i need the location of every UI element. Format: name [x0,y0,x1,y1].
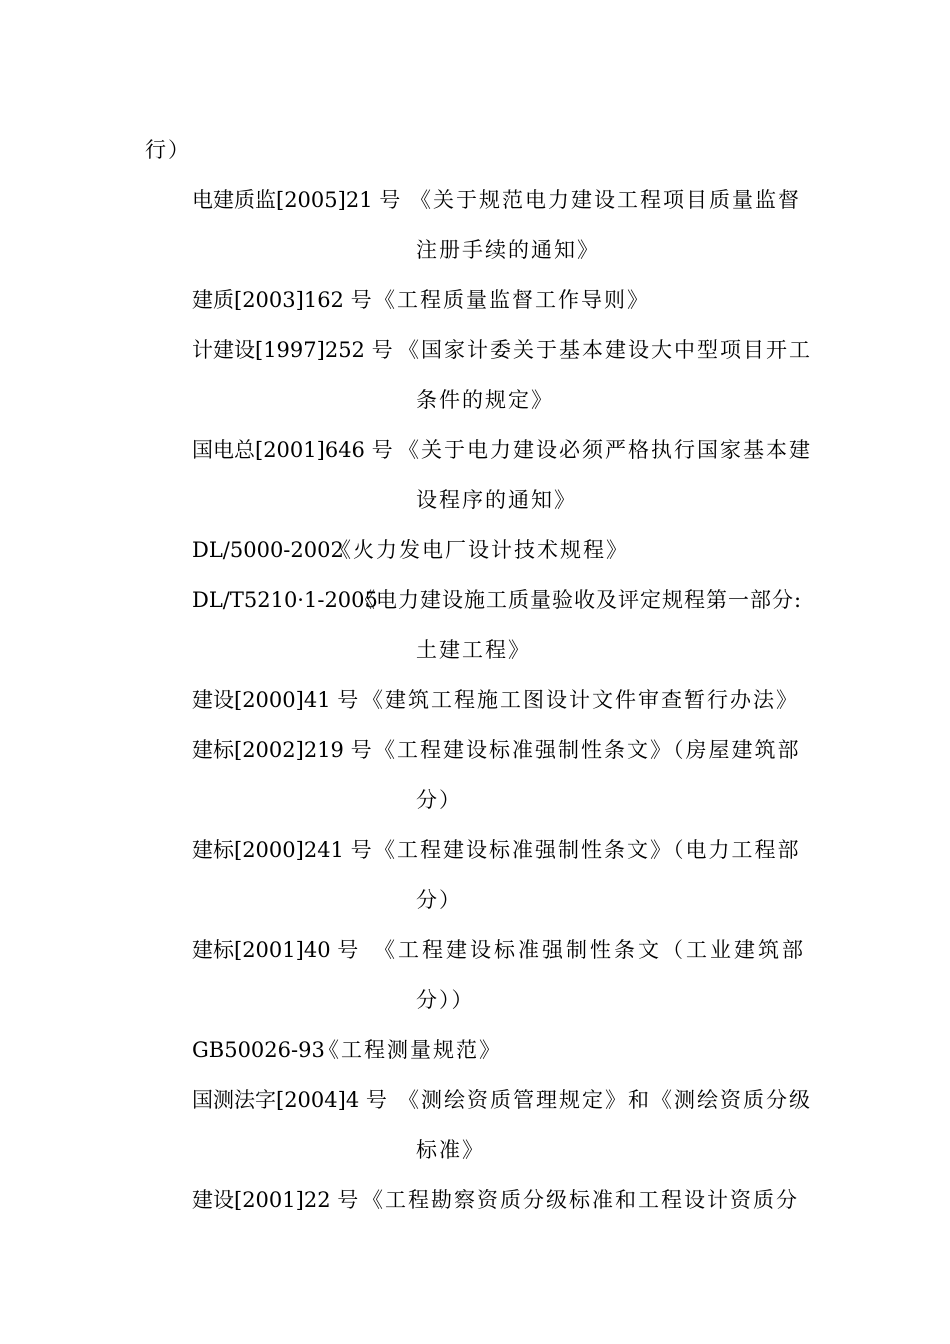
regulation-code: 建标[2000]241 号 [192,838,372,862]
regulation-code: 建设[2000]41 号 [192,688,359,712]
title-continuation-text: 分）） [416,988,475,1012]
title-continuation [416,636,531,664]
regulation-title-text: 《工程测量规范》 [318,1038,502,1062]
title-continuation [416,386,554,414]
regulation-title [330,536,629,564]
regulation-entry [192,586,378,614]
regulation-title [374,936,806,964]
title-continuation-text: 分） [416,888,462,912]
regulation-entry [192,286,372,314]
regulation-entry [192,686,358,714]
regulation-title-text: 《工程建设标准强制性条文（工业建筑部 [374,938,806,962]
regulation-title [374,836,801,864]
title-continuation-text: 分） [416,788,462,812]
regulation-title-text: 《工程质量监督工作导则》 [374,288,650,312]
title-continuation-text: 土建工程》 [416,638,531,662]
regulation-code: 电建质监[2005]21 号 [192,188,401,212]
regulation-entry [192,186,400,214]
regulation-title-text: 《火力发电厂设计技术规程》 [330,538,629,562]
regulation-entry [192,336,393,364]
regulation-code: 计建设[1997]252 号 [192,338,393,362]
regulation-entry [192,436,393,464]
regulation-title-text: 《工程建设标准强制性条文》（电力工程部 [374,838,801,862]
title-continuation-text: 条件的规定》 [416,388,554,412]
regulation-title-text: 《国家计委关于基本建设大中型项目开工 [398,338,812,362]
regulation-title [374,736,801,764]
title-continuation [416,786,462,814]
regulation-code: DL/5000-2002 [192,538,344,562]
continuation-line [145,136,191,164]
regulation-title-text: 《建筑工程施工图设计文件审查暂行办法》 [362,688,799,712]
regulation-title [398,1086,812,1114]
regulation-title-text: 《工程勘察资质分级标准和工程设计资质分 [362,1188,799,1212]
regulation-entry [192,1186,358,1214]
regulation-entry [192,1086,387,1114]
title-continuation [416,236,600,264]
regulation-code: GB50026-93 [192,1038,325,1062]
regulation-title-text: 《测绘资质管理规定》和《测绘资质分级 [398,1088,812,1112]
title-continuation [416,986,475,1014]
regulation-entry [192,536,344,564]
regulation-code: 建质[2003]162 号 [192,288,372,312]
regulation-title [362,686,799,714]
title-continuation [416,886,462,914]
regulation-title [398,336,812,364]
continuation-text: 行） [145,138,191,162]
regulation-title-text: 《关于规范电力建设工程项目质量监督 [410,188,801,212]
regulation-entry [192,836,372,864]
regulation-code: 国测法字[2004]4 号 [192,1088,387,1112]
regulation-code: 建标[2002]219 号 [192,738,372,762]
regulation-entry [192,736,372,764]
title-continuation [416,486,577,514]
title-continuation-text: 设程序的通知》 [416,488,577,512]
regulation-code: 国电总[2001]646 号 [192,438,393,462]
regulation-code: 建设[2001]22 号 [192,1188,359,1212]
regulation-title [354,586,802,614]
title-continuation [416,1136,485,1164]
title-continuation-text: 注册手续的通知》 [416,238,600,262]
regulation-title [410,186,801,214]
regulation-entry [192,1036,325,1064]
regulation-title-text: 《电力建设施工质量验收及评定规程第一部分: [354,588,803,612]
regulation-code: 建标[2001]40 号 [192,938,359,962]
regulation-code: DL/T5210·1-2005 [192,588,378,612]
regulation-title [374,286,650,314]
title-continuation-text: 标准》 [416,1138,485,1162]
regulation-title-text: 《工程建设标准强制性条文》（房屋建筑部 [374,738,801,762]
regulation-title [318,1036,502,1064]
regulation-title [362,1186,799,1214]
regulation-title-text: 《关于电力建设必须严格执行国家基本建 [398,438,812,462]
regulation-title [398,436,812,464]
regulation-entry [192,936,358,964]
